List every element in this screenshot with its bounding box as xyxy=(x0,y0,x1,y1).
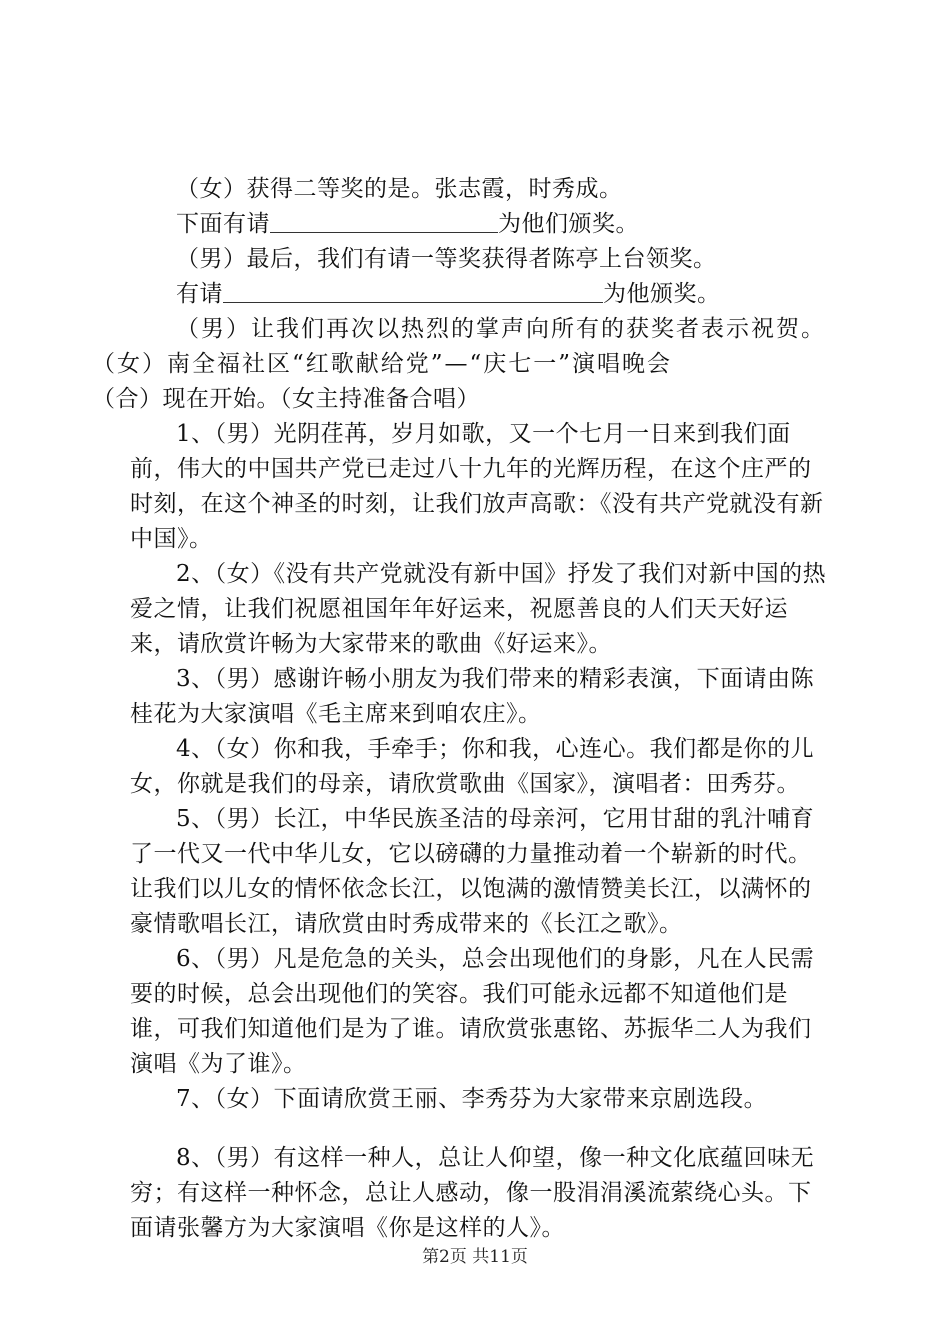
event-start-text: （合）现在开始。（女主持准备合唱） xyxy=(92,386,480,412)
program-item-text: 1、（男）光阴荏苒，岁月如歌，又一个七月一日来到我们面前，伟大的中国共产党已走过八十九年的光辉历程，在这个庄严的时刻，在这个神圣的时刻，让我们放声高歌：《没有共产党就没有新中国》。 xyxy=(130,421,824,552)
program-item-2 xyxy=(130,557,830,662)
congratulations-line xyxy=(130,312,950,347)
program-item-text: 8、（男）有这样一种人，总让人仰望，像一种文化底蕴回味无穷；有这样一种怀念，总让人感动，像一股涓涓溪流萦绕心头。下面请张馨方为大家演唱《你是这样的人》。 xyxy=(130,1145,815,1241)
award-first-text: （男）最后，我们有请一等奖获得者陈亭上台领奖。 xyxy=(176,246,717,272)
invite-suffix: 为他们颁奖。 xyxy=(498,211,639,237)
program-item-1 xyxy=(130,417,830,557)
program-item-8 xyxy=(130,1141,830,1246)
program-item-text: 6、（男）凡是危急的关头，总会出现他们的身影，凡在人民需要的时候，总会出现他们的笑容。我们可能永远都不知道他们是谁，可我们知道他们是为了谁。请欣赏张惠铭、苏振华二人为我们演唱《为了谁》。 xyxy=(130,946,815,1077)
award-second-line xyxy=(130,172,830,207)
page-number: 第2页 共11页 xyxy=(422,1247,528,1267)
program-item-text: 5、（男）长江，中华民族圣洁的母亲河，它用甘甜的乳汁哺育了一代又一代中华儿女，它以磅礴的力量推动着一个崭新的时代。让我们以儿女的情怀依念长江，以饱满的激情赞美长江，以满怀的豪情歌唱长江，请欣赏由时秀成带来的《长江之歌》。 xyxy=(130,806,815,937)
page-footer xyxy=(0,1242,950,1267)
event-title-line xyxy=(92,347,950,382)
congratulations-text: （男）让我们再次以热烈的掌声向所有的获奖者表示祝贺。 xyxy=(176,316,826,342)
program-item-7 xyxy=(130,1082,830,1117)
program-item-text: 7、（女）下面请欣赏王丽、李秀芬为大家带来京剧选段。 xyxy=(176,1086,768,1112)
fill-in-blank[interactable] xyxy=(223,280,603,303)
program-item-6 xyxy=(130,942,830,1082)
invite-prefix: 下面有请 xyxy=(176,211,270,237)
program-item-3 xyxy=(130,662,830,732)
invite-prefix: 有请 xyxy=(176,281,223,307)
program-item-text: 2、（女）《没有共产党就没有新中国》抒发了我们对新中国的热爱之情，让我们祝愿祖国年年好运来，祝愿善良的人们天天好运来，请欣赏许畅为大家带来的歌曲《好运来》。 xyxy=(130,561,827,657)
event-start-line xyxy=(92,382,830,417)
program-item-text: 3、（男）感谢许畅小朋友为我们带来的精彩表演，下面请由陈桂花为大家演唱《毛主席来到咱农庄》。 xyxy=(130,666,815,727)
award-second-text: （女）获得二等奖的是。张志霞，时秀成。 xyxy=(176,176,623,202)
paragraph-gap xyxy=(130,1117,830,1141)
program-item-text: 4、（女）你和我，手牵手；你和我，心连心。我们都是你的儿女，你就是我们的母亲，请欣赏歌曲《国家》，演唱者：田秀芬。 xyxy=(130,736,815,797)
fill-in-blank[interactable] xyxy=(270,210,498,233)
program-item-4 xyxy=(130,732,830,802)
presenter-invite-line-1 xyxy=(130,207,830,242)
award-first-line xyxy=(130,242,830,277)
document-body xyxy=(92,172,830,1246)
presenter-invite-line-2 xyxy=(130,277,830,312)
program-item-5 xyxy=(130,802,830,942)
invite-suffix: 为他颁奖。 xyxy=(603,281,721,307)
event-title-text: （女）南全福社区“红歌献给党”—“庆七一”演唱晚会 xyxy=(92,351,673,377)
